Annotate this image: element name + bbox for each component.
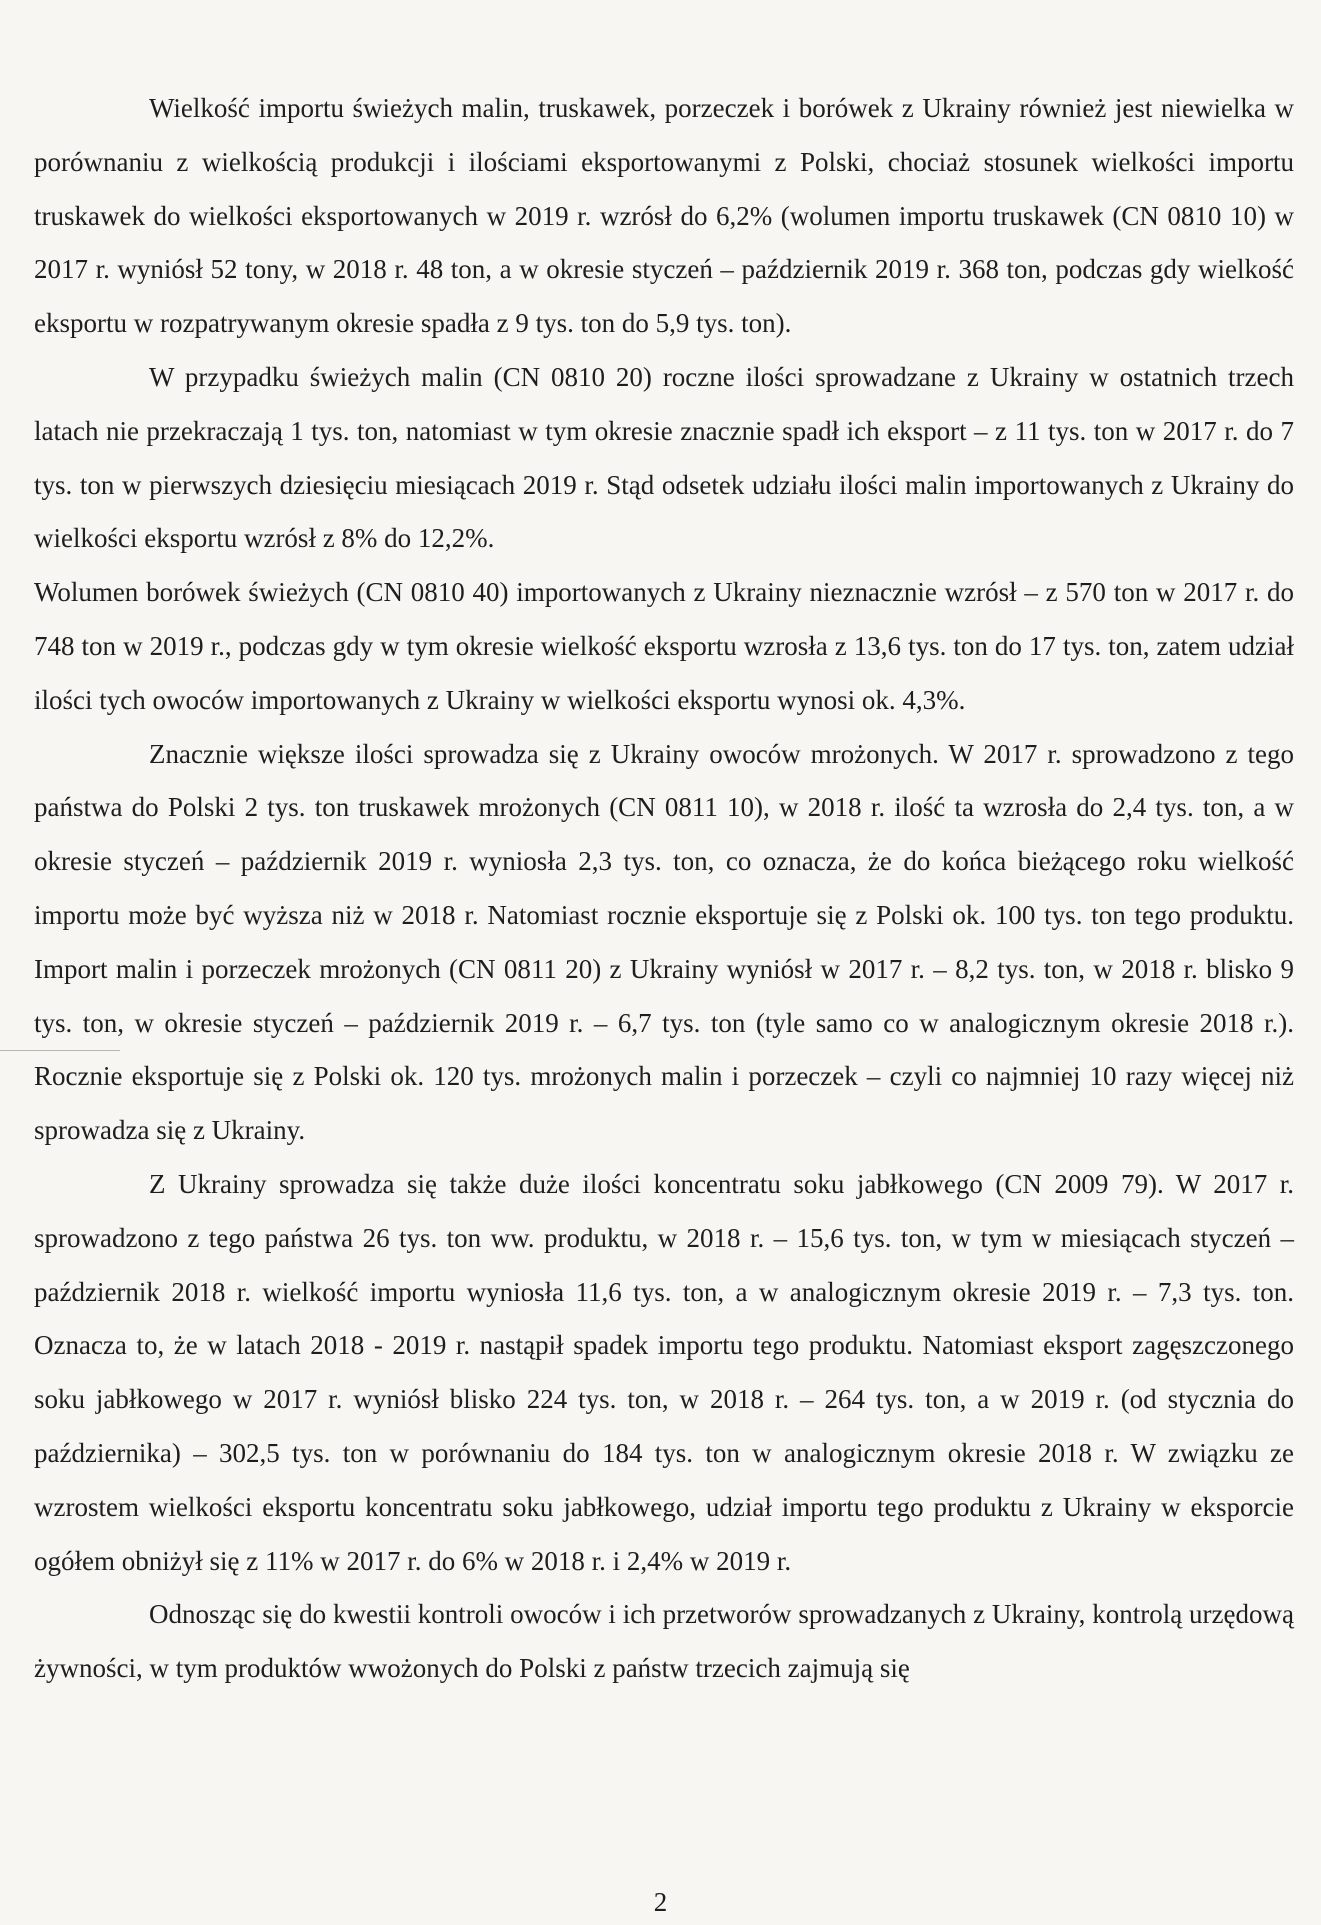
paragraph-apple-juice-concentrate: Z Ukrainy sprowadza się także duże ilości koncentratu soku jabłkowego (CN 2009 79). W 2017 r. sprowadzono z tego państwa 26 tys. ton ww. produktu, w 2018 r. – 15,6 tys. ton, w tym w miesiącach styczeń – październik 2018 r. wielkość importu wyniosła 11,6 tys. ton, a w analogicznym okresie 2019 r. – 7,3 tys. ton. Oznacza to, że w latach 2018 - 2019 r. nastąpił spadek importu tego produktu. Natomiast eksport zagęszczonego soku jabłkowego w 2017 r. wyniósł blisko 224 tys. ton, w 2018 r. – 264 tys. ton, a w 2019 r. (od stycznia do października) – 302,5 tys. ton w porównaniu do 184 tys. ton w analogicznym okresie 2018 r. W związku ze wzrostem wielkości eksportu koncentratu soku jabłkowego, udział importu tego produktu z Ukrainy w eksporcie ogółem obniżył się z 11% w 2017 r. do 6% w 2018 r. i 2,4% w 2019 r. xyxy=(34,1168,1294,1576)
paragraph-frozen-fruit: Znacznie większe ilości sprowadza się z Ukrainy owoców mrożonych. W 2017 r. sprowadzono z tego państwa do Polski 2 tys. ton truskawek mrożonych (CN 0811 10), w 2018 r. ilość ta wzrosła do 2,4 tys. ton, a w okresie styczeń – październik 2019 r. wyniosła 2,3 tys. ton, co oznacza, że do końca bieżącego roku wielkość importu może być wyższa niż w 2018 r. Natomiast rocznie eksportuje się z Polski ok. 100 tys. ton tego produktu. Import malin i porzeczek mrożonych (CN 0811 20) z Ukrainy wyniósł w 2017 r. – 8,2 tys. ton, w 2018 r. blisko 9 tys. ton, w okresie styczeń – październik 2019 r. – 6,7 tys. ton (tyle samo co w analogicznym okresie 2018 r.). Rocznie eksportuje się z Polski ok. 120 tys. mrożonych malin i porzeczek – czyli co najmniej 10 razy więcej niż sprowadza się z Ukrainy. xyxy=(34,738,1294,1146)
paragraph-official-control: Odnosząc się do kwestii kontroli owoców i ich przetworów sprowadzanych z Ukrainy, kontrolą urzędową żywności, w tym produktów wwożonych do Polski z państw trzecich zajmują się xyxy=(34,1599,1294,1684)
paragraph-fresh-raspberries: W przypadku świeżych malin (CN 0810 20) roczne ilości sprowadzane z Ukrainy w ostatnich trzech latach nie przekraczają 1 tys. ton, natomiast w tym okresie znacznie spadł ich eksport – z 11 tys. ton w 2017 r. do 7 tys. ton w pierwszych dziesięciu miesiącach 2019 r. Stąd odsetek udziału ilości malin importowanych z Ukrainy do wielkości eksportu wzrósł z 8% do 12,2%. xyxy=(34,361,1294,554)
page-number: 2 xyxy=(653,1887,668,1917)
paragraph-blueberries: Wolumen borówek świeżych (CN 0810 40) importowanych z Ukrainy nieznacznie wzrósł – z 570 ton w 2017 r. do 748 ton w 2019 r., podczas gdy w tym okresie wielkość eksportu wzrosła z 13,6 tys. ton do 17 tys. ton, zatem udział ilości tych owoców importowanych z Ukrainy w wielkości eksportu wynosi ok. 4,3%. xyxy=(34,577,1294,715)
document-body xyxy=(34,82,1294,1696)
paragraph-fresh-fruit-import: Wielkość importu świeżych malin, truskawek, porzeczek i borówek z Ukrainy również jest niewielka w porównaniu z wielkością produkcji i ilościami eksportowanymi z Polski, chociaż stosunek wielkości importu truskawek do wielkości eksportowanych w 2019 r. wzrósł do 6,2% (wolumen importu truskawek (CN 0810 10) w 2017 r. wyniósł 52 tony, w 2018 r. 48 ton, a w okresie styczeń – październik 2019 r. 368 ton, podczas gdy wielkość eksportu w rozpatrywanym okresie spadła z 9 tys. ton do 5,9 tys. ton). xyxy=(34,93,1294,339)
